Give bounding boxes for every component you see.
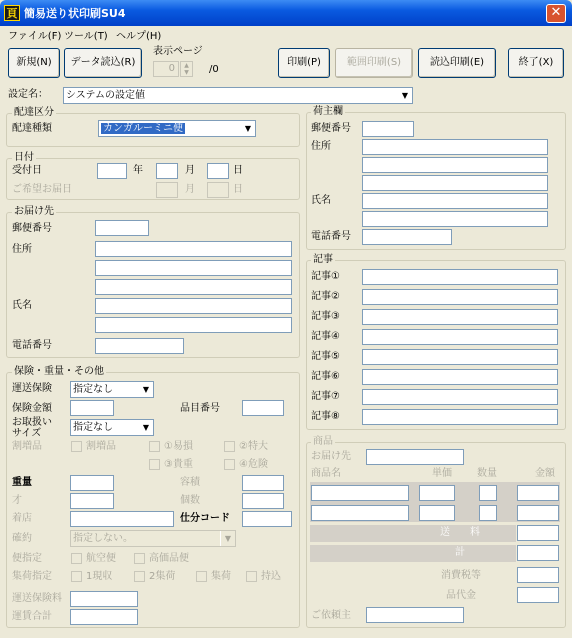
note-8-label: 記事⑧ bbox=[311, 411, 340, 422]
capacity-input[interactable] bbox=[242, 475, 284, 491]
collect1-checkbox[interactable] bbox=[71, 571, 82, 582]
contract-value: 指定しない。 bbox=[73, 533, 133, 544]
sender-group-title: 荷主欄 bbox=[313, 106, 343, 117]
premium-checkbox[interactable] bbox=[134, 553, 145, 564]
note-1-input[interactable] bbox=[362, 269, 558, 285]
cod-input[interactable] bbox=[517, 587, 559, 603]
recipient-group-title: お届け先 bbox=[14, 206, 54, 217]
cod-label: 品代金 bbox=[446, 590, 476, 601]
note-1-label: 記事① bbox=[311, 271, 340, 282]
flight-label: 便指定 bbox=[12, 553, 42, 564]
menu-file[interactable]: ファイル(F) bbox=[8, 31, 62, 42]
contract-select[interactable] bbox=[70, 530, 236, 547]
sender-name-label: 氏名 bbox=[311, 195, 331, 206]
goods-row2-amount[interactable] bbox=[517, 505, 559, 521]
sender-address-3[interactable] bbox=[362, 175, 548, 191]
sort-code-input[interactable] bbox=[242, 511, 292, 527]
count-input[interactable] bbox=[242, 493, 284, 509]
recipient-name-1[interactable] bbox=[95, 298, 292, 314]
hazard-checkbox[interactable] bbox=[224, 459, 235, 470]
hazard-label: ④危険 bbox=[239, 459, 268, 470]
discount-checkbox[interactable] bbox=[71, 441, 82, 452]
load-print-button[interactable]: 読込印刷(E) bbox=[418, 48, 496, 78]
settings-select[interactable] bbox=[63, 87, 413, 104]
note-2-input[interactable] bbox=[362, 289, 558, 305]
goods-row1-qty[interactable] bbox=[479, 485, 497, 501]
app-icon: 頁 bbox=[4, 5, 20, 21]
transport-insurance-value: 指定なし bbox=[73, 384, 113, 395]
transport-insurance-select[interactable] bbox=[70, 381, 154, 398]
requester-label: ご依頼主 bbox=[311, 610, 351, 621]
goods-row1-name[interactable] bbox=[311, 485, 409, 501]
shipping-label: 送 料 bbox=[440, 527, 480, 538]
fare-total-label: 運賃合計 bbox=[12, 611, 52, 622]
oversize-checkbox[interactable] bbox=[224, 441, 235, 452]
sender-phone-input[interactable] bbox=[362, 229, 452, 245]
page-spinner[interactable]: ▲ ▼ bbox=[180, 61, 193, 77]
note-7-label: 記事⑦ bbox=[311, 391, 340, 402]
note-3-input[interactable] bbox=[362, 309, 558, 325]
delivery-type-value: カンガルーミニ便 bbox=[103, 123, 183, 134]
collect2-label: 2集荷 bbox=[149, 571, 176, 582]
valuable-label: ③貴重 bbox=[164, 459, 193, 470]
sender-postal-label: 郵便番号 bbox=[311, 123, 351, 134]
note-2-label: 記事② bbox=[311, 291, 340, 302]
item-number-label: 品目番号 bbox=[180, 403, 220, 414]
collect4-checkbox[interactable] bbox=[246, 571, 257, 582]
goods-col-qty: 数量 bbox=[477, 468, 497, 479]
valuable-checkbox[interactable] bbox=[149, 459, 160, 470]
recipient-name-label: 氏名 bbox=[12, 300, 32, 311]
contract-label: 確約 bbox=[12, 533, 32, 544]
settings-label: 設定名： bbox=[8, 89, 48, 100]
tax-label: 消費税等 bbox=[441, 570, 481, 581]
handling-size-value: 指定なし bbox=[73, 422, 113, 433]
weight-input[interactable] bbox=[70, 475, 114, 491]
discount-check-label: 割増品 bbox=[86, 441, 116, 452]
discount-label: 割増品 bbox=[12, 441, 42, 452]
subtotal-label: 計 bbox=[455, 547, 465, 558]
page-input[interactable]: 0 bbox=[153, 61, 179, 77]
received-day-input[interactable] bbox=[207, 163, 229, 179]
note-7-input[interactable] bbox=[362, 389, 558, 405]
handling-size-label: お取扱い サイズ bbox=[12, 417, 52, 439]
subtotal-input[interactable] bbox=[517, 545, 559, 561]
notes-group-title: 記事 bbox=[313, 254, 333, 265]
handling-size-select[interactable] bbox=[70, 419, 154, 436]
desired-date-label: ご希望お届日 bbox=[12, 184, 72, 195]
close-button[interactable]: ✕ bbox=[546, 4, 566, 23]
recipient-phone-input[interactable] bbox=[95, 338, 184, 354]
recipient-name-2[interactable] bbox=[95, 317, 292, 333]
recipient-address-1[interactable] bbox=[95, 241, 292, 257]
note-8-input[interactable] bbox=[362, 409, 558, 425]
goods-deliver-to-label: お届け先 bbox=[311, 451, 351, 462]
note-4-label: 記事④ bbox=[311, 331, 340, 342]
premium-label: 高価品便 bbox=[149, 553, 189, 564]
sender-address-1[interactable] bbox=[362, 139, 548, 155]
oversize-label: ②特大 bbox=[239, 441, 268, 452]
page-total: /0 bbox=[209, 64, 219, 75]
goods-row1-amount[interactable] bbox=[517, 485, 559, 501]
page-label: 表示ページ bbox=[153, 46, 203, 57]
fragile-label: ①易損 bbox=[164, 441, 193, 452]
recipient-address-label: 住所 bbox=[12, 244, 32, 255]
collect3-checkbox[interactable] bbox=[196, 571, 207, 582]
shipping-shade bbox=[310, 525, 516, 542]
delivery-type-label: 配達種類 bbox=[12, 123, 52, 134]
day-label: 日 bbox=[233, 165, 243, 176]
goods-col-amount: 金額 bbox=[535, 468, 555, 479]
recipient-phone-label: 電話番号 bbox=[12, 340, 52, 351]
chevron-down-icon: ▼ bbox=[240, 121, 255, 136]
requester-input[interactable] bbox=[366, 607, 464, 623]
insurance-amount-label: 保険金額 bbox=[12, 403, 52, 414]
print-button[interactable]: 印刷(P) bbox=[278, 48, 330, 78]
month-label: 月 bbox=[185, 165, 195, 176]
goods-deliver-to-input[interactable] bbox=[366, 449, 464, 465]
count-label: 個数 bbox=[180, 495, 200, 506]
desired-day-input[interactable] bbox=[207, 182, 229, 198]
received-year-input[interactable] bbox=[97, 163, 127, 179]
item-number-input[interactable] bbox=[242, 400, 284, 416]
menu-tools[interactable]: ツール(T) bbox=[64, 31, 108, 42]
goods-row2-name[interactable] bbox=[311, 505, 409, 521]
exit-button[interactable]: 終了(X) bbox=[508, 48, 564, 78]
chevron-down-icon: ▼ bbox=[220, 531, 235, 546]
note-6-label: 記事⑥ bbox=[311, 371, 340, 382]
goods-row2-qty[interactable] bbox=[479, 505, 497, 521]
range-print-button[interactable]: 範囲印刷(S) bbox=[335, 48, 413, 78]
note-4-input[interactable] bbox=[362, 329, 558, 345]
transport-fee-label: 運送保険料 bbox=[12, 593, 62, 604]
desired-month-label: 月 bbox=[185, 184, 195, 195]
capacity-label: 容積 bbox=[180, 477, 200, 488]
tax-input[interactable] bbox=[517, 567, 559, 583]
sender-postal-input[interactable] bbox=[362, 121, 414, 137]
pieces-label: 才 bbox=[12, 495, 22, 506]
recipient-address-3[interactable] bbox=[95, 279, 292, 295]
transport-fee-input[interactable] bbox=[70, 591, 138, 607]
collect3-label: 集荷 bbox=[211, 571, 231, 582]
transport-insurance-label: 運送保険 bbox=[12, 383, 52, 394]
fare-total-input[interactable] bbox=[70, 609, 138, 625]
chevron-down-icon: ▼ bbox=[138, 382, 153, 397]
sender-phone-label: 電話番号 bbox=[311, 231, 351, 242]
store-input[interactable] bbox=[70, 511, 174, 527]
note-3-label: 記事③ bbox=[311, 311, 340, 322]
note-6-input[interactable] bbox=[362, 369, 558, 385]
delivery-group-title: 配達区分 bbox=[14, 107, 54, 118]
chevron-down-icon: ▼ bbox=[138, 420, 153, 435]
pieces-input[interactable] bbox=[70, 493, 114, 509]
weight-label: 重量 bbox=[12, 477, 32, 488]
recipient-postal-input[interactable] bbox=[95, 220, 149, 236]
chevron-down-icon: ▼ bbox=[397, 88, 412, 103]
sort-code-label: 仕分コード bbox=[180, 513, 230, 524]
goods-row2-price[interactable] bbox=[419, 505, 455, 521]
goods-col-name: 商品名 bbox=[311, 468, 341, 479]
subtotal-shade bbox=[310, 545, 516, 562]
goods-row1-price[interactable] bbox=[419, 485, 455, 501]
received-month-input[interactable] bbox=[156, 163, 178, 179]
insurance-group-title: 保険・重量・その他 bbox=[14, 366, 104, 377]
sender-name-1[interactable] bbox=[362, 193, 548, 209]
load-data-button[interactable]: データ読込(R) bbox=[64, 48, 142, 78]
store-label: 着店 bbox=[12, 513, 32, 524]
new-button[interactable]: 新規(N) bbox=[8, 48, 60, 78]
date-group-title: 日付 bbox=[14, 152, 34, 163]
air-checkbox[interactable] bbox=[71, 553, 82, 564]
collect-label: 集荷指定 bbox=[12, 571, 52, 582]
air-label: 航空便 bbox=[86, 553, 116, 564]
fragile-checkbox[interactable] bbox=[149, 441, 160, 452]
received-date-label: 受付日 bbox=[12, 165, 42, 176]
shipping-input[interactable] bbox=[517, 525, 559, 541]
recipient-address-2[interactable] bbox=[95, 260, 292, 276]
note-5-label: 記事⑤ bbox=[311, 351, 340, 362]
window-title: 簡易送り状印刷SU4 bbox=[24, 7, 126, 20]
insurance-amount-input[interactable] bbox=[70, 400, 114, 416]
collect1-label: 1現収 bbox=[86, 571, 113, 582]
collect4-label: 持込 bbox=[261, 571, 281, 582]
year-label: 年 bbox=[133, 165, 143, 176]
settings-value: システムの設定値 bbox=[66, 90, 145, 101]
desired-month-input[interactable] bbox=[156, 182, 178, 198]
goods-col-price: 単価 bbox=[432, 468, 452, 479]
delivery-type-select[interactable] bbox=[98, 120, 256, 137]
sender-address-2[interactable] bbox=[362, 157, 548, 173]
sender-name-2[interactable] bbox=[362, 211, 548, 227]
note-5-input[interactable] bbox=[362, 349, 558, 365]
collect2-checkbox[interactable] bbox=[134, 571, 145, 582]
sender-address-label: 住所 bbox=[311, 141, 331, 152]
desired-day-label: 日 bbox=[233, 184, 243, 195]
goods-group-title: 商品 bbox=[313, 436, 333, 447]
menu-help[interactable]: ヘルプ(H) bbox=[116, 31, 162, 42]
recipient-postal-label: 郵便番号 bbox=[12, 223, 52, 234]
